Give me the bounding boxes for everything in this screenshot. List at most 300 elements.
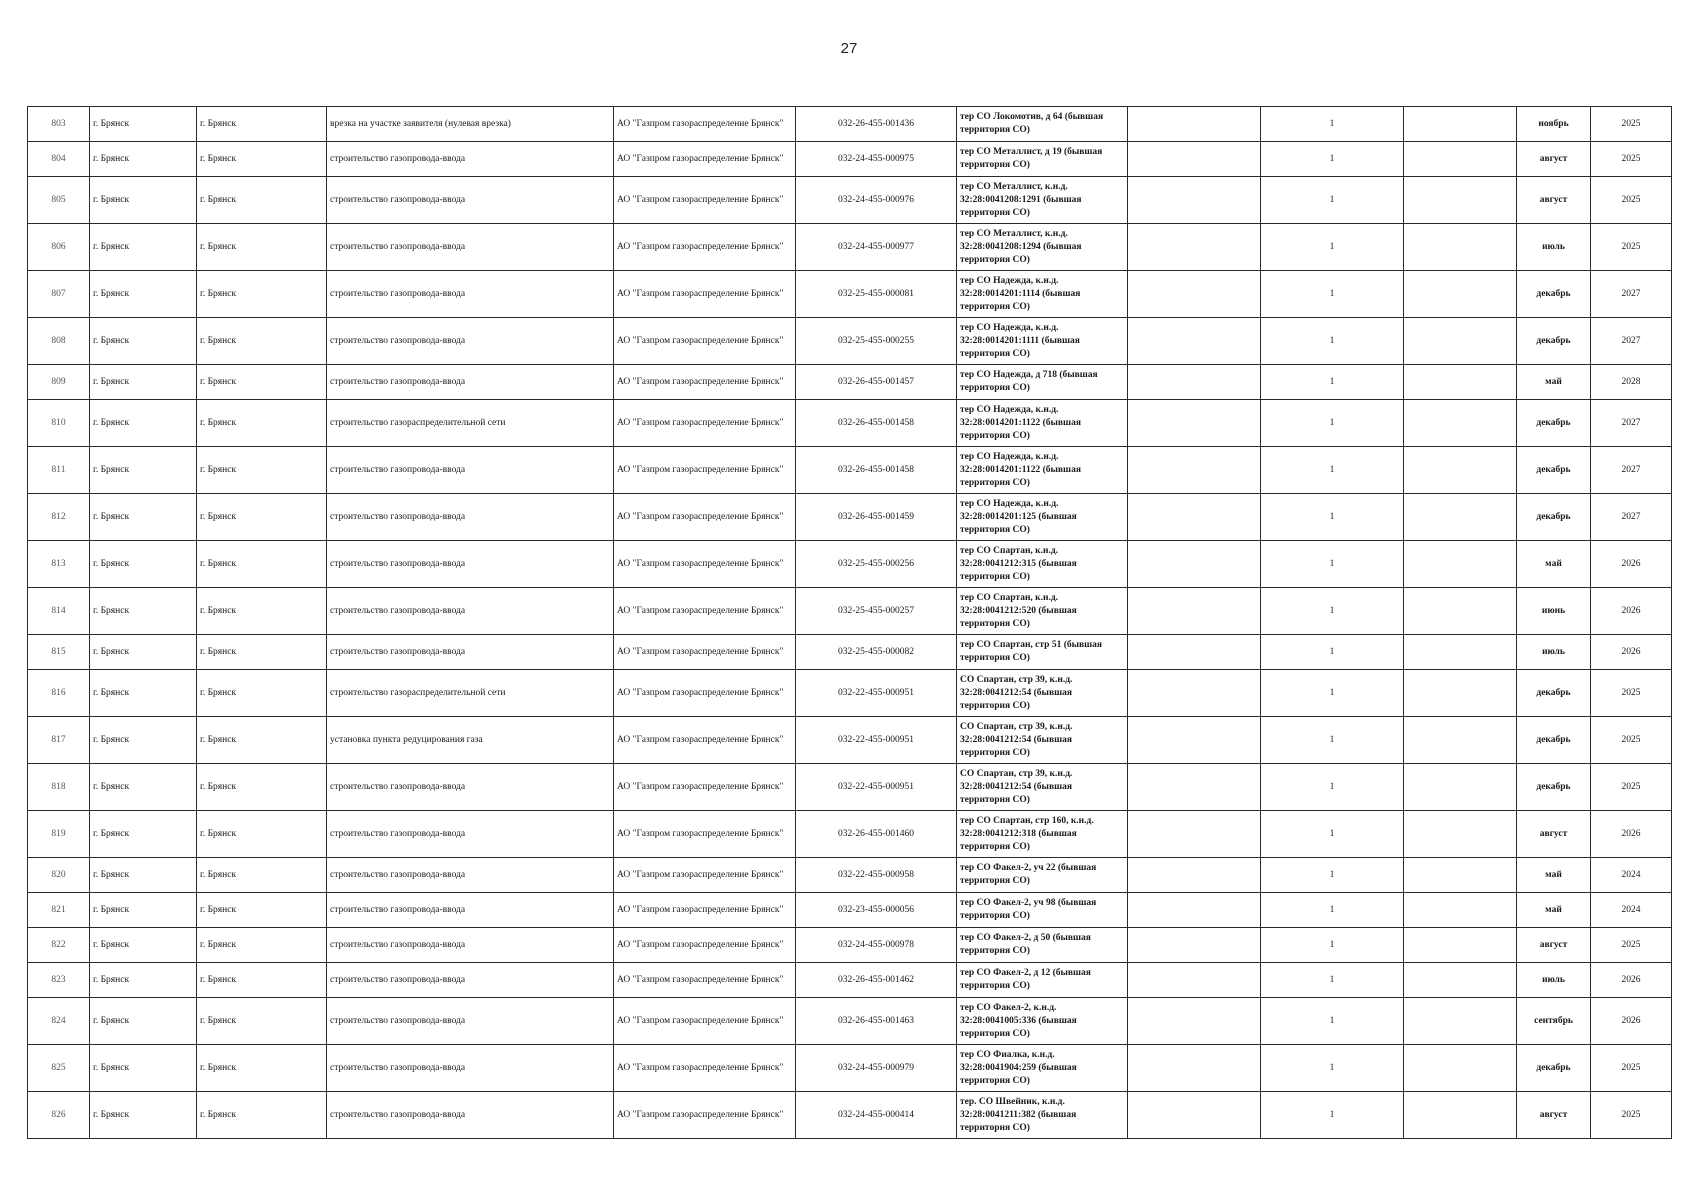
row-number: 824 bbox=[28, 998, 90, 1045]
organization-cell: АО "Газпром газораспределение Брянск" bbox=[614, 588, 796, 635]
city-cell: г. Брянск bbox=[90, 224, 197, 271]
table-body bbox=[28, 107, 1672, 1139]
city-cell: г. Брянск bbox=[90, 318, 197, 365]
year-cell: 2025 bbox=[1591, 1092, 1672, 1139]
year-cell: 2024 bbox=[1591, 858, 1672, 893]
empty-cell bbox=[1128, 541, 1261, 588]
quantity-cell: 1 bbox=[1261, 635, 1404, 670]
month-cell: декабрь bbox=[1517, 400, 1591, 447]
organization-cell: АО "Газпром газораспределение Брянск" bbox=[614, 447, 796, 494]
table-row bbox=[28, 764, 1672, 811]
row-number: 825 bbox=[28, 1045, 90, 1092]
row-number: 823 bbox=[28, 963, 90, 998]
address-cell: тер СО Металлист, к.н.д. 32:28:0041208:1294 (бывшая территория СО) bbox=[957, 224, 1128, 271]
work-type-cell: строительство газопровода-ввода bbox=[327, 764, 614, 811]
table-row bbox=[28, 811, 1672, 858]
city-cell: г. Брянск bbox=[197, 670, 327, 717]
address-cell: тер СО Надежда, к.н.д. 32:28:0014201:125 (бывшая территория СО) bbox=[957, 494, 1128, 541]
organization-cell: АО "Газпром газораспределение Брянск" bbox=[614, 107, 796, 142]
application-code-cell: 032-25-455-000082 bbox=[796, 635, 957, 670]
address-cell: тер. СО Швейник, к.н.д. 32:28:0041211:382 (бывшая территория СО) bbox=[957, 1092, 1128, 1139]
address-cell: СО Спартан, стр 39, к.н.д. 32:28:0041212:54 (бывшая территория СО) bbox=[957, 764, 1128, 811]
table-row bbox=[28, 318, 1672, 365]
quantity-cell: 1 bbox=[1261, 717, 1404, 764]
gas-connection-table bbox=[27, 106, 1672, 1139]
address-cell: тер СО Надежда, к.н.д. 32:28:0014201:1114 (бывшая территория СО) bbox=[957, 271, 1128, 318]
quantity-cell: 1 bbox=[1261, 447, 1404, 494]
work-type-cell: строительство газопровода-ввода bbox=[327, 318, 614, 365]
organization-cell: АО "Газпром газораспределение Брянск" bbox=[614, 1092, 796, 1139]
year-cell: 2027 bbox=[1591, 318, 1672, 365]
table-row bbox=[28, 447, 1672, 494]
application-code-cell: 032-26-455-001459 bbox=[796, 494, 957, 541]
address-cell: тер СО Спартан, к.н.д. 32:28:0041212:520 (бывшая территория СО) bbox=[957, 588, 1128, 635]
city-cell: г. Брянск bbox=[90, 635, 197, 670]
month-cell: декабрь bbox=[1517, 717, 1591, 764]
month-cell: декабрь bbox=[1517, 447, 1591, 494]
city-cell: г. Брянск bbox=[197, 588, 327, 635]
city-cell: г. Брянск bbox=[197, 494, 327, 541]
row-number: 812 bbox=[28, 494, 90, 541]
quantity-cell: 1 bbox=[1261, 271, 1404, 318]
address-cell: тер СО Факел-2, д 50 (бывшая территория СО) bbox=[957, 928, 1128, 963]
quantity-cell: 1 bbox=[1261, 1045, 1404, 1092]
empty-cell bbox=[1128, 588, 1261, 635]
quantity-cell: 1 bbox=[1261, 541, 1404, 588]
empty-cell bbox=[1404, 764, 1517, 811]
organization-cell: АО "Газпром газораспределение Брянск" bbox=[614, 177, 796, 224]
table-row bbox=[28, 635, 1672, 670]
city-cell: г. Брянск bbox=[197, 635, 327, 670]
row-number: 814 bbox=[28, 588, 90, 635]
empty-cell bbox=[1404, 224, 1517, 271]
application-code-cell: 032-22-455-000951 bbox=[796, 670, 957, 717]
empty-cell bbox=[1404, 858, 1517, 893]
year-cell: 2026 bbox=[1591, 541, 1672, 588]
row-number: 818 bbox=[28, 764, 90, 811]
organization-cell: АО "Газпром газораспределение Брянск" bbox=[614, 318, 796, 365]
quantity-cell: 1 bbox=[1261, 1092, 1404, 1139]
address-cell: тер СО Факел-2, д 12 (бывшая территория СО) bbox=[957, 963, 1128, 998]
month-cell: май bbox=[1517, 893, 1591, 928]
quantity-cell: 1 bbox=[1261, 494, 1404, 541]
work-type-cell: строительство газопровода-ввода bbox=[327, 635, 614, 670]
year-cell: 2026 bbox=[1591, 998, 1672, 1045]
table-row bbox=[28, 365, 1672, 400]
row-number: 806 bbox=[28, 224, 90, 271]
city-cell: г. Брянск bbox=[90, 365, 197, 400]
quantity-cell: 1 bbox=[1261, 670, 1404, 717]
city-cell: г. Брянск bbox=[90, 963, 197, 998]
application-code-cell: 032-24-455-000976 bbox=[796, 177, 957, 224]
city-cell: г. Брянск bbox=[197, 224, 327, 271]
table-row bbox=[28, 142, 1672, 177]
organization-cell: АО "Газпром газораспределение Брянск" bbox=[614, 963, 796, 998]
organization-cell: АО "Газпром газораспределение Брянск" bbox=[614, 400, 796, 447]
empty-cell bbox=[1404, 1092, 1517, 1139]
work-type-cell: строительство газораспределительной сети bbox=[327, 400, 614, 447]
quantity-cell: 1 bbox=[1261, 365, 1404, 400]
organization-cell: АО "Газпром газораспределение Брянск" bbox=[614, 893, 796, 928]
organization-cell: АО "Газпром газораспределение Брянск" bbox=[614, 858, 796, 893]
table-row bbox=[28, 224, 1672, 271]
empty-cell bbox=[1128, 893, 1261, 928]
organization-cell: АО "Газпром газораспределение Брянск" bbox=[614, 224, 796, 271]
application-code-cell: 032-26-455-001457 bbox=[796, 365, 957, 400]
work-type-cell: строительство газопровода-ввода bbox=[327, 1045, 614, 1092]
quantity-cell: 1 bbox=[1261, 858, 1404, 893]
year-cell: 2025 bbox=[1591, 717, 1672, 764]
month-cell: август bbox=[1517, 811, 1591, 858]
table-row bbox=[28, 963, 1672, 998]
organization-cell: АО "Газпром газораспределение Брянск" bbox=[614, 1045, 796, 1092]
organization-cell: АО "Газпром газораспределение Брянск" bbox=[614, 635, 796, 670]
year-cell: 2027 bbox=[1591, 447, 1672, 494]
application-code-cell: 032-24-455-000979 bbox=[796, 1045, 957, 1092]
city-cell: г. Брянск bbox=[90, 928, 197, 963]
empty-cell bbox=[1404, 271, 1517, 318]
row-number: 803 bbox=[28, 107, 90, 142]
empty-cell bbox=[1404, 588, 1517, 635]
year-cell: 2025 bbox=[1591, 224, 1672, 271]
table-row bbox=[28, 998, 1672, 1045]
year-cell: 2028 bbox=[1591, 365, 1672, 400]
empty-cell bbox=[1404, 107, 1517, 142]
row-number: 808 bbox=[28, 318, 90, 365]
application-code-cell: 032-26-455-001462 bbox=[796, 963, 957, 998]
empty-cell bbox=[1404, 447, 1517, 494]
empty-cell bbox=[1404, 635, 1517, 670]
city-cell: г. Брянск bbox=[197, 107, 327, 142]
empty-cell bbox=[1128, 177, 1261, 224]
work-type-cell: строительство газопровода-ввода bbox=[327, 1092, 614, 1139]
organization-cell: АО "Газпром газораспределение Брянск" bbox=[614, 271, 796, 318]
application-code-cell: 032-25-455-000081 bbox=[796, 271, 957, 318]
city-cell: г. Брянск bbox=[197, 858, 327, 893]
address-cell: тер СО Факел-2, к.н.д. 32:28:0041005:336 (бывшая территория СО) bbox=[957, 998, 1128, 1045]
row-number: 805 bbox=[28, 177, 90, 224]
city-cell: г. Брянск bbox=[197, 764, 327, 811]
quantity-cell: 1 bbox=[1261, 764, 1404, 811]
application-code-cell: 032-24-455-000414 bbox=[796, 1092, 957, 1139]
work-type-cell: строительство газопровода-ввода bbox=[327, 963, 614, 998]
city-cell: г. Брянск bbox=[90, 858, 197, 893]
organization-cell: АО "Газпром газораспределение Брянск" bbox=[614, 998, 796, 1045]
city-cell: г. Брянск bbox=[90, 717, 197, 764]
year-cell: 2027 bbox=[1591, 400, 1672, 447]
quantity-cell: 1 bbox=[1261, 893, 1404, 928]
address-cell: СО Спартан, стр 39, к.н.д. 32:28:0041212:54 (бывшая территория СО) bbox=[957, 670, 1128, 717]
table-row bbox=[28, 893, 1672, 928]
city-cell: г. Брянск bbox=[197, 142, 327, 177]
city-cell: г. Брянск bbox=[90, 588, 197, 635]
empty-cell bbox=[1128, 858, 1261, 893]
empty-cell bbox=[1404, 541, 1517, 588]
table-row bbox=[28, 588, 1672, 635]
quantity-cell: 1 bbox=[1261, 142, 1404, 177]
city-cell: г. Брянск bbox=[90, 271, 197, 318]
address-cell: тер СО Спартан, к.н.д. 32:28:0041212:315 (бывшая территория СО) bbox=[957, 541, 1128, 588]
empty-cell bbox=[1404, 400, 1517, 447]
address-cell: тер СО Спартан, стр 51 (бывшая территория СО) bbox=[957, 635, 1128, 670]
work-type-cell: строительство газопровода-ввода bbox=[327, 811, 614, 858]
city-cell: г. Брянск bbox=[197, 717, 327, 764]
city-cell: г. Брянск bbox=[90, 1045, 197, 1092]
quantity-cell: 1 bbox=[1261, 224, 1404, 271]
year-cell: 2027 bbox=[1591, 271, 1672, 318]
organization-cell: АО "Газпром газораспределение Брянск" bbox=[614, 928, 796, 963]
year-cell: 2025 bbox=[1591, 1045, 1672, 1092]
month-cell: декабрь bbox=[1517, 670, 1591, 717]
city-cell: г. Брянск bbox=[90, 142, 197, 177]
work-type-cell: строительство газопровода-ввода bbox=[327, 541, 614, 588]
empty-cell bbox=[1404, 142, 1517, 177]
quantity-cell: 1 bbox=[1261, 588, 1404, 635]
address-cell: тер СО Надежда, к.н.д. 32:28:0014201:1111 (бывшая территория СО) bbox=[957, 318, 1128, 365]
quantity-cell: 1 bbox=[1261, 318, 1404, 365]
row-number: 820 bbox=[28, 858, 90, 893]
city-cell: г. Брянск bbox=[90, 811, 197, 858]
organization-cell: АО "Газпром газораспределение Брянск" bbox=[614, 811, 796, 858]
city-cell: г. Брянск bbox=[197, 447, 327, 494]
work-type-cell: строительство газопровода-ввода bbox=[327, 998, 614, 1045]
empty-cell bbox=[1128, 963, 1261, 998]
work-type-cell: строительство газопровода-ввода bbox=[327, 588, 614, 635]
address-cell: тер СО Факел-2, уч 98 (бывшая территория СО) bbox=[957, 893, 1128, 928]
address-cell: тер СО Спартан, стр 160, к.н.д. 32:28:0041212:318 (бывшая территория СО) bbox=[957, 811, 1128, 858]
quantity-cell: 1 bbox=[1261, 928, 1404, 963]
city-cell: г. Брянск bbox=[197, 998, 327, 1045]
city-cell: г. Брянск bbox=[197, 177, 327, 224]
month-cell: июль bbox=[1517, 635, 1591, 670]
application-code-cell: 032-22-455-000958 bbox=[796, 858, 957, 893]
application-code-cell: 032-24-455-000977 bbox=[796, 224, 957, 271]
empty-cell bbox=[1128, 224, 1261, 271]
city-cell: г. Брянск bbox=[197, 271, 327, 318]
organization-cell: АО "Газпром газораспределение Брянск" bbox=[614, 142, 796, 177]
row-number: 821 bbox=[28, 893, 90, 928]
row-number: 822 bbox=[28, 928, 90, 963]
empty-cell bbox=[1404, 717, 1517, 764]
row-number: 809 bbox=[28, 365, 90, 400]
application-code-cell: 032-22-455-000951 bbox=[796, 717, 957, 764]
month-cell: декабрь bbox=[1517, 271, 1591, 318]
row-number: 826 bbox=[28, 1092, 90, 1139]
empty-cell bbox=[1128, 764, 1261, 811]
quantity-cell: 1 bbox=[1261, 998, 1404, 1045]
work-type-cell: строительство газопровода-ввода bbox=[327, 142, 614, 177]
organization-cell: АО "Газпром газораспределение Брянск" bbox=[614, 764, 796, 811]
empty-cell bbox=[1128, 365, 1261, 400]
address-cell: тер СО Надежда, к.н.д. 32:28:0014201:1122 (бывшая территория СО) bbox=[957, 400, 1128, 447]
table-row bbox=[28, 494, 1672, 541]
year-cell: 2025 bbox=[1591, 764, 1672, 811]
page-number: 27 bbox=[840, 40, 858, 57]
month-cell: май bbox=[1517, 365, 1591, 400]
application-code-cell: 032-26-455-001460 bbox=[796, 811, 957, 858]
work-type-cell: строительство газопровода-ввода bbox=[327, 271, 614, 318]
empty-cell bbox=[1404, 963, 1517, 998]
empty-cell bbox=[1128, 1045, 1261, 1092]
empty-cell bbox=[1404, 1045, 1517, 1092]
work-type-cell: строительство газопровода-ввода bbox=[327, 893, 614, 928]
work-type-cell: врезка на участке заявителя (нулевая врезка) bbox=[327, 107, 614, 142]
city-cell: г. Брянск bbox=[197, 893, 327, 928]
city-cell: г. Брянск bbox=[90, 400, 197, 447]
city-cell: г. Брянск bbox=[197, 928, 327, 963]
city-cell: г. Брянск bbox=[90, 107, 197, 142]
month-cell: июль bbox=[1517, 224, 1591, 271]
city-cell: г. Брянск bbox=[197, 811, 327, 858]
city-cell: г. Брянск bbox=[197, 400, 327, 447]
address-cell: тер СО Надежда, д 718 (бывшая территория СО) bbox=[957, 365, 1128, 400]
year-cell: 2025 bbox=[1591, 177, 1672, 224]
month-cell: август bbox=[1517, 177, 1591, 224]
empty-cell bbox=[1128, 318, 1261, 365]
quantity-cell: 1 bbox=[1261, 963, 1404, 998]
address-cell: тер СО Локомотив, д 64 (бывшая территория СО) bbox=[957, 107, 1128, 142]
work-type-cell: строительство газопровода-ввода bbox=[327, 365, 614, 400]
organization-cell: АО "Газпром газораспределение Брянск" bbox=[614, 494, 796, 541]
quantity-cell: 1 bbox=[1261, 811, 1404, 858]
empty-cell bbox=[1128, 400, 1261, 447]
year-cell: 2026 bbox=[1591, 963, 1672, 998]
city-cell: г. Брянск bbox=[90, 541, 197, 588]
work-type-cell: строительство газопровода-ввода bbox=[327, 177, 614, 224]
application-code-cell: 032-23-455-000056 bbox=[796, 893, 957, 928]
work-type-cell: установка пункта редуцирования газа bbox=[327, 717, 614, 764]
empty-cell bbox=[1404, 318, 1517, 365]
empty-cell bbox=[1128, 811, 1261, 858]
table-row bbox=[28, 1045, 1672, 1092]
year-cell: 2024 bbox=[1591, 893, 1672, 928]
city-cell: г. Брянск bbox=[197, 541, 327, 588]
address-cell: тер СО Металлист, к.н.д. 32:28:0041208:1291 (бывшая территория СО) bbox=[957, 177, 1128, 224]
empty-cell bbox=[1404, 998, 1517, 1045]
address-cell: СО Спартан, стр 39, к.н.д. 32:28:0041212:54 (бывшая территория СО) bbox=[957, 717, 1128, 764]
address-cell: тер СО Фиалка, к.н.д. 32:28:0041904:259 (бывшая территория СО) bbox=[957, 1045, 1128, 1092]
row-number: 807 bbox=[28, 271, 90, 318]
city-cell: г. Брянск bbox=[90, 670, 197, 717]
table-row bbox=[28, 400, 1672, 447]
city-cell: г. Брянск bbox=[197, 365, 327, 400]
table-row bbox=[28, 541, 1672, 588]
table-row bbox=[28, 271, 1672, 318]
row-number: 811 bbox=[28, 447, 90, 494]
empty-cell bbox=[1404, 365, 1517, 400]
table-row bbox=[28, 670, 1672, 717]
year-cell: 2026 bbox=[1591, 588, 1672, 635]
quantity-cell: 1 bbox=[1261, 177, 1404, 224]
year-cell: 2026 bbox=[1591, 635, 1672, 670]
organization-cell: АО "Газпром газораспределение Брянск" bbox=[614, 670, 796, 717]
row-number: 816 bbox=[28, 670, 90, 717]
table-row bbox=[28, 1092, 1672, 1139]
work-type-cell: строительство газопровода-ввода bbox=[327, 224, 614, 271]
city-cell: г. Брянск bbox=[197, 1045, 327, 1092]
city-cell: г. Брянск bbox=[90, 1092, 197, 1139]
month-cell: декабрь bbox=[1517, 1045, 1591, 1092]
quantity-cell: 1 bbox=[1261, 400, 1404, 447]
empty-cell bbox=[1128, 494, 1261, 541]
row-number: 810 bbox=[28, 400, 90, 447]
table-row bbox=[28, 928, 1672, 963]
month-cell: сентябрь bbox=[1517, 998, 1591, 1045]
empty-cell bbox=[1128, 107, 1261, 142]
quantity-cell: 1 bbox=[1261, 107, 1404, 142]
work-type-cell: строительство газопровода-ввода bbox=[327, 928, 614, 963]
month-cell: декабрь bbox=[1517, 318, 1591, 365]
table-row bbox=[28, 107, 1672, 142]
month-cell: ноябрь bbox=[1517, 107, 1591, 142]
row-number: 817 bbox=[28, 717, 90, 764]
empty-cell bbox=[1128, 717, 1261, 764]
work-type-cell: строительство газопровода-ввода bbox=[327, 447, 614, 494]
month-cell: август bbox=[1517, 142, 1591, 177]
organization-cell: АО "Газпром газораспределение Брянск" bbox=[614, 365, 796, 400]
address-cell: тер СО Надежда, к.н.д. 32:28:0014201:1122 (бывшая территория СО) bbox=[957, 447, 1128, 494]
application-code-cell: 032-24-455-000978 bbox=[796, 928, 957, 963]
empty-cell bbox=[1128, 447, 1261, 494]
row-number: 804 bbox=[28, 142, 90, 177]
table-row bbox=[28, 177, 1672, 224]
month-cell: июнь bbox=[1517, 588, 1591, 635]
month-cell: август bbox=[1517, 1092, 1591, 1139]
year-cell: 2025 bbox=[1591, 670, 1672, 717]
empty-cell bbox=[1128, 998, 1261, 1045]
work-type-cell: строительство газопровода-ввода bbox=[327, 494, 614, 541]
empty-cell bbox=[1128, 271, 1261, 318]
application-code-cell: 032-26-455-001458 bbox=[796, 447, 957, 494]
city-cell: г. Брянск bbox=[90, 494, 197, 541]
city-cell: г. Брянск bbox=[90, 447, 197, 494]
organization-cell: АО "Газпром газораспределение Брянск" bbox=[614, 717, 796, 764]
city-cell: г. Брянск bbox=[197, 318, 327, 365]
city-cell: г. Брянск bbox=[90, 893, 197, 928]
application-code-cell: 032-25-455-000255 bbox=[796, 318, 957, 365]
row-number: 815 bbox=[28, 635, 90, 670]
empty-cell bbox=[1404, 928, 1517, 963]
month-cell: май bbox=[1517, 541, 1591, 588]
application-code-cell: 032-22-455-000951 bbox=[796, 764, 957, 811]
year-cell: 2025 bbox=[1591, 928, 1672, 963]
empty-cell bbox=[1128, 928, 1261, 963]
empty-cell bbox=[1404, 494, 1517, 541]
month-cell: декабрь bbox=[1517, 494, 1591, 541]
month-cell: декабрь bbox=[1517, 764, 1591, 811]
application-code-cell: 032-24-455-000975 bbox=[796, 142, 957, 177]
year-cell: 2026 bbox=[1591, 811, 1672, 858]
work-type-cell: строительство газораспределительной сети bbox=[327, 670, 614, 717]
application-code-cell: 032-26-455-001436 bbox=[796, 107, 957, 142]
application-code-cell: 032-25-455-000257 bbox=[796, 588, 957, 635]
city-cell: г. Брянск bbox=[197, 963, 327, 998]
year-cell: 2027 bbox=[1591, 494, 1672, 541]
organization-cell: АО "Газпром газораспределение Брянск" bbox=[614, 541, 796, 588]
month-cell: август bbox=[1517, 928, 1591, 963]
table-row bbox=[28, 717, 1672, 764]
empty-cell bbox=[1404, 670, 1517, 717]
city-cell: г. Брянск bbox=[197, 1092, 327, 1139]
month-cell: май bbox=[1517, 858, 1591, 893]
empty-cell bbox=[1404, 893, 1517, 928]
empty-cell bbox=[1404, 811, 1517, 858]
city-cell: г. Брянск bbox=[90, 998, 197, 1045]
application-code-cell: 032-26-455-001463 bbox=[796, 998, 957, 1045]
application-code-cell: 032-25-455-000256 bbox=[796, 541, 957, 588]
year-cell: 2025 bbox=[1591, 107, 1672, 142]
city-cell: г. Брянск bbox=[90, 764, 197, 811]
